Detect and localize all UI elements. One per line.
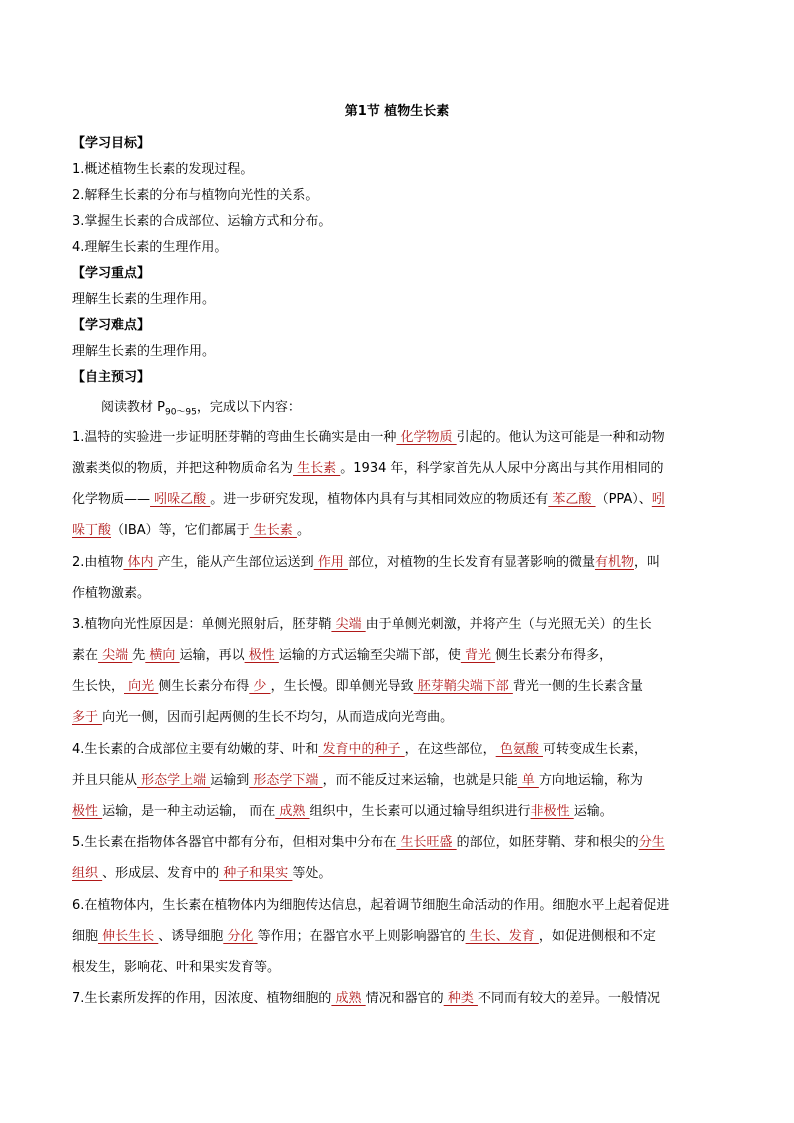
q4-text: 组织中，生长素可以通过输导组织进行 [309, 804, 531, 819]
q7-line-1 [72, 989, 732, 1009]
q3-answer-8: 胚芽鞘尖端下部 [413, 679, 513, 694]
q7-answer-1: 成熟 [331, 991, 366, 1006]
difficulties-text: 理解生长素的生理作用。 [72, 344, 216, 359]
q4-text: ，而不能反过来运输，也就是只能 [322, 773, 518, 788]
q6-text: ，如促进侧根和不定 [538, 929, 656, 944]
q1-answer-5-cont: 哚丁酸 [72, 523, 112, 538]
q3-text: 素在 [72, 648, 99, 663]
q2-line-2: 作植物激素。 [72, 586, 151, 601]
q1-line-2 [72, 459, 732, 479]
q4-answer-5: 单 [517, 773, 539, 788]
q3-answer-6: 向光 [124, 679, 159, 694]
q3-line-2 [72, 646, 732, 666]
q1-answer-4: 苯乙酸 [548, 492, 596, 507]
q6-answer-2: 分化 [223, 929, 258, 944]
q2-answer-3: 有机物 [594, 555, 634, 570]
q4-line-3 [72, 802, 732, 822]
q4-answer-4: 形态学下端 [249, 773, 323, 788]
goal-item-2: 2.解释生长素的分布与植物向光性的关系。 [72, 188, 319, 203]
goals-header: 【学习目标】 [72, 136, 151, 151]
q3-answer-5: 背光 [460, 648, 496, 663]
q1-answer-2: 生长素 [293, 461, 341, 476]
q1-text: 引起的。他认为这可能是一种和动物 [456, 430, 665, 445]
q5-text: 5.生长素在指物体各器官中都有分布，但相对集中分布在 [72, 835, 397, 850]
q3-line-3 [72, 677, 732, 697]
q4-text: 运输。 [573, 804, 613, 819]
q7-answer-2: 种类 [443, 991, 478, 1006]
q6-line-2 [72, 927, 732, 947]
q1-answer-5: 吲 [651, 492, 665, 507]
q3-answer-1: 尖端 [331, 617, 366, 632]
q2-text: 部位，对植物的生长发育有显著影响的微量 [347, 555, 595, 570]
q6-line-3: 根发生，影响花、叶和果实发育等。 [72, 960, 281, 975]
q2-answer-2: 作用 [313, 555, 348, 570]
q5-answer-2: 分生 [638, 835, 665, 850]
q1-line-3 [72, 490, 732, 510]
q4-answer-8: 非极性 [530, 804, 574, 819]
q1-text: 。 [296, 523, 310, 538]
goal-item-3: 3.掌握生长素的合成部位、运输方式和分布。 [72, 214, 332, 229]
preview-header: 【自主预习】 [72, 370, 151, 385]
q4-line-1 [72, 740, 732, 760]
goal-item-4: 4.理解生长素的生理作用。 [72, 240, 228, 255]
q3-text: 背光一侧的生长素含量 [512, 679, 643, 694]
q3-text: 生长快， [72, 679, 125, 694]
q6-text: 细胞 [72, 929, 99, 944]
q1-text: 化学物质—— [72, 492, 151, 507]
q1-answer-1: 化学物质 [396, 430, 457, 445]
preview-intro-text: 阅读教材 P [101, 400, 165, 415]
q5-text: 、形成层、发育中的 [102, 866, 220, 881]
q3-text: 运输，再以 [179, 648, 245, 663]
q1-text: （IBA）等，它们都属于 [111, 523, 250, 538]
q6-line-1: 6.在植物体内，生长素在植物体内为细胞传达信息，起着调节细胞生命活动的作用。细胞水平上起着促进 [72, 898, 670, 913]
q2-text: 产生，能从产生部位运送到 [157, 555, 314, 570]
q1-answer-6: 生长素 [249, 523, 297, 538]
q2-text: 2.由植物 [72, 555, 124, 570]
q3-text: 运输的方式运输至尖端下部，使 [278, 648, 461, 663]
q3-answer-4: 极性 [244, 648, 279, 663]
q1-text: 。进一步研究发现，植物体内具有与其相同效应的物质还有 [210, 492, 549, 507]
q5-answer-2-cont: 组织 [72, 866, 103, 881]
q3-text: 向光一侧，因而引起两侧的生长不均匀，从而造成向光弯曲。 [102, 710, 454, 725]
q1-text: （PPA）、 [595, 492, 652, 507]
q5-answer-3: 种子和果实 [219, 866, 293, 881]
q3-line-4 [72, 708, 732, 728]
q2-text: ，叫 [633, 555, 660, 570]
q1-line-4 [72, 521, 732, 541]
q4-answer-2: 色氨酸 [495, 742, 543, 757]
key-points-text: 理解生长素的生理作用。 [72, 292, 216, 307]
q1-text: 。1934 年，科学家首先从人尿中分离出与其作用相同的 [340, 461, 664, 476]
q2-answer-1: 体内 [123, 555, 158, 570]
q5-text: 等处。 [292, 866, 332, 881]
q4-text: 运输到 [210, 773, 250, 788]
q4-text: 可转变成生长素， [542, 742, 647, 757]
key-points-header: 【学习重点】 [72, 266, 151, 281]
q1-text: 激素类似的物质，并把这种物质命名为 [72, 461, 294, 476]
q3-line-1 [72, 615, 732, 635]
q6-text: 、诱导细胞 [158, 929, 224, 944]
q7-text: 不同而有较大的差异。一般情况 [477, 991, 660, 1006]
q4-text: 4.生长素的合成部位主要有幼嫩的芽、叶和 [72, 742, 319, 757]
q4-line-2 [72, 771, 732, 791]
q5-line-1 [72, 833, 732, 853]
q3-text: ，生长慢。即单侧光导致 [270, 679, 414, 694]
q3-text: 由于单侧光刺激，并将产生（与光照无关）的生长 [365, 617, 652, 632]
q3-answer-9: 多于 [72, 710, 103, 725]
q2-line-1 [72, 553, 732, 573]
q4-text: 方向地运输，称为 [538, 773, 643, 788]
q4-text: ，在这些部位， [404, 742, 496, 757]
preview-intro-pages: 90～95 [164, 407, 197, 418]
q4-answer-7: 成熟 [275, 804, 310, 819]
preview-intro-text-end: ，完成以下内容： [196, 400, 301, 415]
q3-text: 先 [132, 648, 146, 663]
q6-text: 等作用；在器官水平上则影响器官的 [257, 929, 466, 944]
q4-answer-3: 形态学上端 [137, 773, 211, 788]
q7-text: 7.生长素所发挥的作用，因浓度、植物细胞的 [72, 991, 332, 1006]
q6-answer-3: 生长、发育 [465, 929, 539, 944]
q4-answer-1: 发育中的种子 [318, 742, 405, 757]
q3-answer-7: 少 [249, 679, 271, 694]
q4-text: 并且只能从 [72, 773, 138, 788]
q1-line-1 [72, 428, 732, 448]
q5-line-2 [72, 864, 732, 884]
q1-answer-3: 吲哚乙酸 [150, 492, 211, 507]
q3-answer-2: 尖端 [98, 648, 133, 663]
q3-text: 3.植物向光性原因是：单侧光照射后，胚芽鞘 [72, 617, 332, 632]
goal-item-1: 1.概述植物生长素的发现过程。 [72, 162, 254, 177]
q3-text: 侧生长素分布得多， [495, 648, 613, 663]
q3-text: 侧生长素分布得 [158, 679, 250, 694]
q4-answer-6: 极性 [72, 804, 103, 819]
q4-text: 运输，是一种主动运输， 而在 [102, 804, 276, 819]
q5-answer-1: 生长旺盛 [396, 835, 457, 850]
q1-text: 1.温特的实验进一步证明胚芽鞘的弯曲生长确实是由一种 [72, 430, 397, 445]
q3-answer-3: 横向 [145, 648, 180, 663]
preview-intro [101, 398, 761, 423]
page-title: 第1节 植物生长素 [344, 104, 450, 119]
q7-text: 情况和器官的 [365, 991, 444, 1006]
q6-answer-1: 伸长生长 [98, 929, 159, 944]
q5-text: 的部位，如胚芽鞘、芽和根尖的 [456, 835, 639, 850]
difficulties-header: 【学习难点】 [72, 318, 151, 333]
